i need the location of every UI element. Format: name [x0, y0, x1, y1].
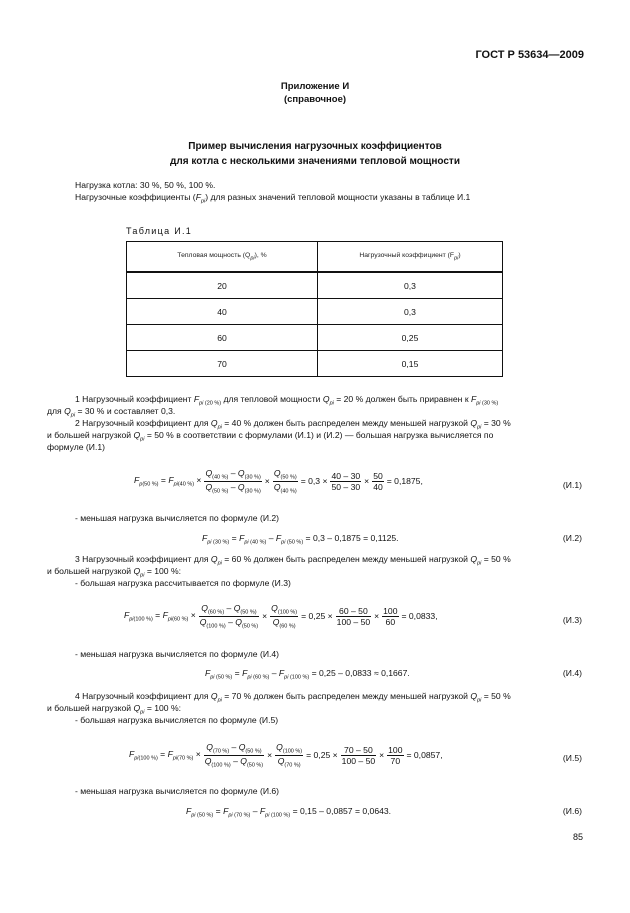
equation-4-number: (И.4)	[562, 668, 582, 678]
para3-line2: и большей нагрузкой $Q_{pi} = 100$ %:	[47, 566, 181, 579]
intro-line1: Нагрузка котла: 30 %, 50 %, 100 %.	[75, 180, 216, 190]
small-load-note-5: - меньшая нагрузка вычисляется по формуле (И.6)	[75, 786, 280, 796]
table-row: 40 0,3	[127, 299, 503, 325]
para3-line1: 3 Нагрузочный коэффициент для $Q_{pi} = 60$ % должен быть распределен между меньшей нагрузкой $Q_{pi} = 50$ %	[75, 554, 511, 567]
equation-2: $F_{pi (30 \%)} = F_{pi (40 \%)} - F_{pi (50 \%)} = 0,3 - 0,1875 = 0,1125$.	[202, 533, 399, 546]
document-title	[0, 139, 630, 169]
para1-line1: 1 Нагрузочный коэффициент $F_{pi (20 \%)}$ для тепловой мощности $Q_{pi} = 20$ % должен быть приравнен к $F_{pi (30 \%)}$	[75, 394, 499, 407]
para4-line2: и большей нагрузкой $Q_{pi} = 100$ %:	[47, 703, 181, 716]
appendix-note: (справочное)	[283, 94, 347, 105]
small-load-note-1: - меньшая нагрузка вычисляется по формуле (И.2)	[75, 513, 280, 523]
para3-line3: - большая нагрузка рассчитывается по формуле (И.3)	[75, 578, 291, 588]
equation-4: $F_{pi (50 \%)} = F_{pi (60 \%)} - F_{pi (100 \%)} = 0,25 - 0,0833 \approx 0,1667$.	[205, 668, 410, 681]
page-number: 85	[572, 832, 583, 842]
standard-header: ГОСТ Р 53634—2009	[475, 49, 584, 61]
load-coefficient-table	[126, 241, 503, 377]
table-header-power: Тепловая мощность $(Q_{pi})$, %	[127, 242, 318, 273]
para4-line1: 4 Нагрузочный коэффициент для $Q_{pi} = 70$ % должен быть распределен между меньшей нагрузкой $Q_{pi} = 50$ %	[75, 691, 511, 704]
equation-3: $F_{pi(100 \%)} = F_{pi(60 \%)}$ × $\frac{Q_{(60 \%)} - Q_{(50 \%)}}{Q_{(100 \%)} - Q_{(50 \%)}}$ × $\frac{Q_{(100 \%)}}{Q_{(60 \%)}}$ = 0,25 × $\frac{60 - 50}{100 - 50}$ × $\frac{100}{60}$ = 0,0833,	[124, 603, 438, 630]
appendix-heading	[0, 80, 630, 106]
para2-line1: 2 Нагрузочный коэффициент для $Q_{pi} = 40$ % должен быть распределен между меньшей нагрузкой $Q_{pi} = 30$ %	[75, 418, 511, 431]
para2-line3: формуле (И.1)	[47, 442, 105, 452]
table-row: 20 0,3	[127, 272, 503, 299]
para4-line3: - большая нагрузка вычисляется по формуле (И.5)	[75, 715, 279, 725]
equation-2-number: (И.2)	[562, 533, 582, 543]
table-row: 60 0,25	[127, 325, 503, 351]
para1-line2: для $Q_{pi} = 30$ % и составляет 0,3.	[47, 406, 176, 419]
equation-1-number: (И.1)	[562, 480, 582, 490]
equation-5: $F_{pi(100 \%)} = F_{pi(70 \%)}$ × $\frac{Q_{(70 \%)} - Q_{(50 \%)}}{Q_{(100 \%)} - Q_{(50 \%)}}$ × $\frac{Q_{(100 \%)}}{Q_{(70 \%)}}$ = 0,25 × $\frac{70 - 50}{100 - 50}$ × $\frac{100}{70}$ = 0,0857,	[129, 742, 443, 769]
small-load-note-3: - меньшая нагрузка вычисляется по формуле (И.4)	[75, 649, 280, 659]
equation-5-number: (И.5)	[562, 753, 582, 763]
equation-6: $F_{pi (50 \%)} = F_{pi (70 \%)} - F_{pi (100 \%)} = 0,15 - 0,0857 = 0,0643$.	[186, 806, 392, 819]
intro-line2: Нагрузочные коэффициенты $(F_{pi})$ для разных значений тепловой мощности указаны в таблице И.1	[75, 192, 471, 205]
appendix-title: Приложение И	[280, 81, 350, 92]
document-title-line2: для котла с несколькими значениями тепловой мощности	[170, 156, 460, 167]
equation-6-number: (И.6)	[562, 806, 582, 816]
table-caption: Таблица И.1	[126, 226, 193, 236]
equation-1: $F_{p(50 \%)} = F_{pi(40 \%)}$ × $\frac{Q_{(40 \%)} - Q_{(30 \%)}}{Q_{(50 \%)} - Q_{(30 \%)}}$ × $\frac{Q_{(50 \%)}}{Q_{(40 \%)}}$ = 0,3 × $\frac{40 - 30}{50 - 30}$ × $\frac{50}{40}$ = 0,1875,	[134, 468, 423, 495]
table-header-coefficient: Нагрузочный коэффициент $(F_{pi})$	[318, 242, 503, 273]
equation-3-number: (И.3)	[562, 615, 582, 625]
table-row: 70 0,15	[127, 351, 503, 377]
para2-line2: и большей нагрузкой $Q_{pi} = 50$ % в соответствии с формулами (И.1) и (И.2) — большая нагрузка вычисляется по	[47, 430, 494, 443]
document-title-line1: Пример вычисления нагрузочных коэффициентов	[188, 141, 442, 152]
